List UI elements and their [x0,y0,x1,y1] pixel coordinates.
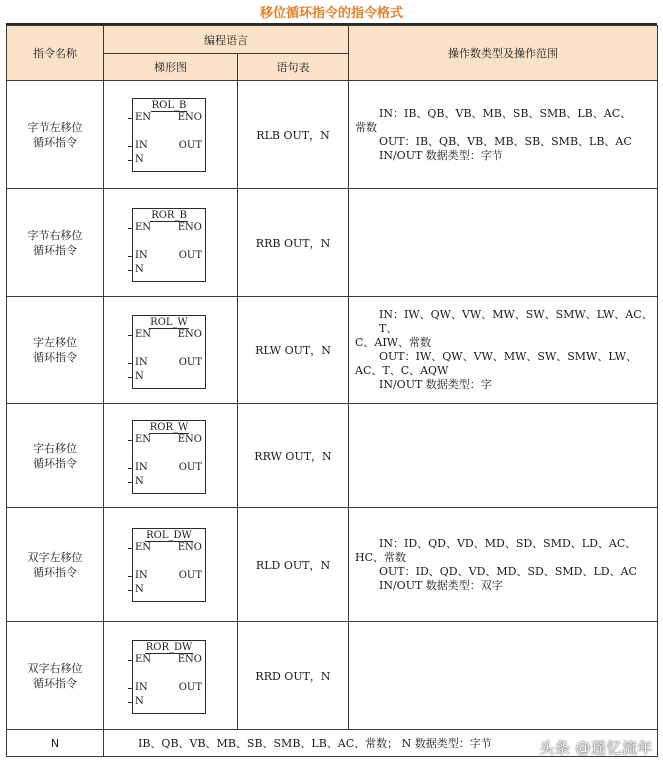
n-operand-range: IB、QB、VB、MB、SB、SMB、LB、AC、常数； N 数据类型：字节 [104,730,658,757]
statement-list: RLB OUT，N [238,81,349,189]
operand-range [349,622,658,730]
function-block: ROL_DW EN ENO IN OUT N [132,528,206,602]
header-statement: 语句表 [238,54,349,81]
instruction-name: 字节左移位 循环指令 [7,81,104,189]
header-operands: 操作数类型及操作范围 [349,26,658,81]
statement-list: RLW OUT，N [238,297,349,404]
statement-list: RRW OUT，N [238,404,349,508]
function-block: ROR_DW EN ENO IN OUT N [132,640,206,714]
table-row [7,189,658,297]
table-row [7,622,658,730]
table-row [7,297,658,404]
ladder-diagram [104,508,238,622]
statement-list: RRD OUT，N [238,622,349,730]
header-name: 指令名称 [7,26,104,81]
operand-range: IN：ID、QD、VD、MD、SD、SMD、LD、AC、 HC、常数 OUT：ID、QD、VD、MD、SD、SMD、LD、AC IN/OUT 数据类型：双字 [349,508,658,622]
ladder-diagram [104,189,238,297]
n-operand-name: N [7,730,104,757]
table-row [7,404,658,508]
table-row [7,508,658,622]
ladder-diagram [104,622,238,730]
header-ladder: 梯形图 [104,54,238,81]
function-block: ROL_W EN ENO IN OUT N [132,315,206,389]
function-block: ROL_B EN ENO IN OUT N [132,98,206,172]
statement-list: RRB OUT，N [238,189,349,297]
instruction-name: 双字右移位 循环指令 [7,622,104,730]
instruction-name: 字右移位 循环指令 [7,404,104,508]
instruction-format-table [6,25,658,757]
operand-range: IN：IB、QB、VB、MB、SB、SMB、LB、AC、 常数 OUT：IB、QB、VB、MB、SB、SMB、LB、AC IN/OUT 数据类型：字节 [349,81,658,189]
instruction-name: 字节右移位 循环指令 [7,189,104,297]
operand-range [349,189,658,297]
ladder-diagram [104,404,238,508]
instruction-name: 字左移位 循环指令 [7,297,104,404]
statement-list: RLD OUT，N [238,508,349,622]
header-lang: 编程语言 [104,26,349,54]
function-block: ROR_B EN ENO IN OUT N [132,208,206,282]
ladder-diagram [104,81,238,189]
operand-range [349,404,658,508]
watermark: 头条 @莲忆流年 [539,739,653,757]
ladder-diagram [104,297,238,404]
instruction-name: 双字左移位 循环指令 [7,508,104,622]
table-row [7,81,658,189]
function-block: ROR_W EN ENO IN OUT N [132,420,206,494]
page-title: 移位循环指令的指令格式 [259,6,403,21]
operand-range: IN：IW、QW、VW、MW、SW、SMW、LW、AC、T、 C、AIW、常数 OUT：IW、QW、VW、MW、SW、SMW、LW、 AC、T、C、AQW IN/OUT 数据类型：字 [349,297,658,404]
